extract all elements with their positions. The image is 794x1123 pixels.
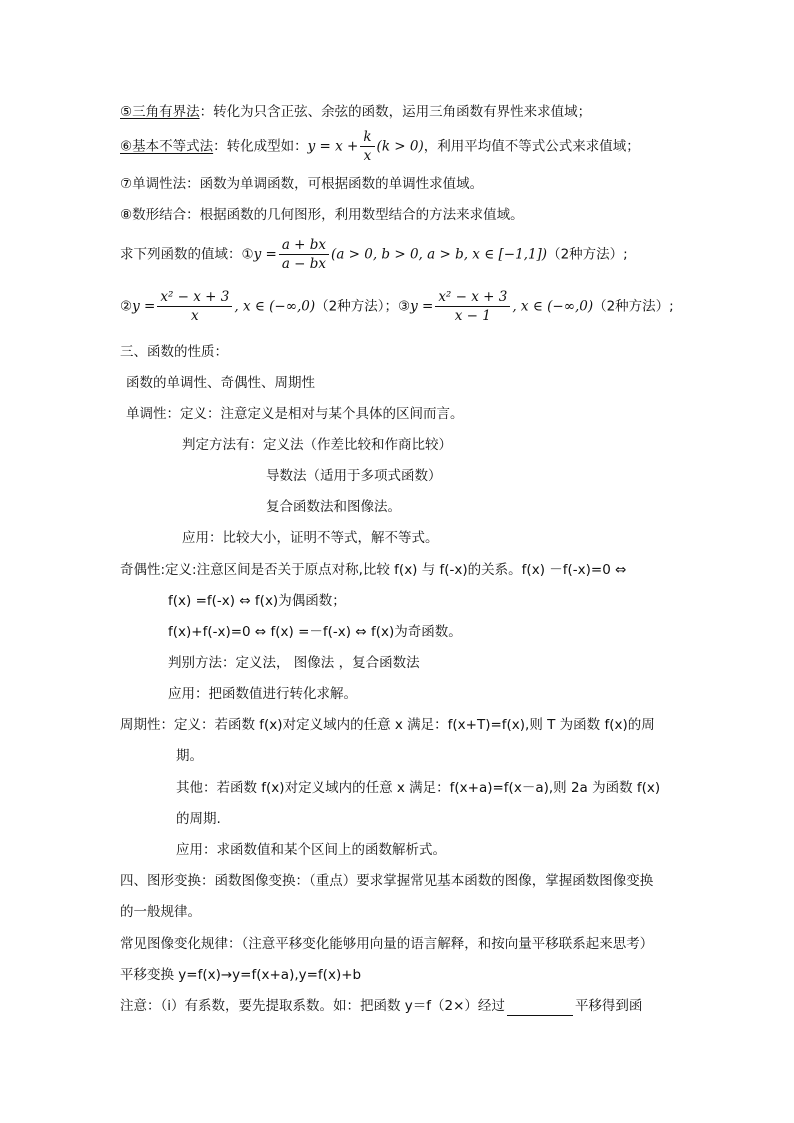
method-6-heading: ⑥基本不等式法 — [120, 138, 214, 155]
note-prefix: 注意：（ⅰ）有系数，要先提取系数。如：把函数 y＝f（2×）经过 — [120, 998, 505, 1014]
method-6-prefix: ：转化成型如： — [213, 138, 308, 155]
formula-domain: , x ∈ (−∞,0) — [234, 298, 316, 315]
parity-odd: f(x)+f(-x)=0 ⇔ f(x) =－f(-x) ⇔ f(x)为奇函数。 — [168, 624, 462, 640]
line-graphic-method: ⑧数形结合：根据函数的几何图形，利用数型结合的方法来求值域。 — [120, 207, 524, 223]
fraction-denominator: x — [191, 308, 199, 324]
formula-y-equals: y = — [132, 298, 156, 315]
fraction-numerator: k — [360, 128, 374, 147]
fraction-denominator: a − bx — [281, 256, 327, 272]
transform-rules: 常见图像变化规律：（注意平移变化能够用向量的语言解释，和按向量平移联系起来思考） — [120, 936, 654, 952]
note-line — [120, 996, 642, 1016]
method-5-text: ：转化为只含正弦、余弦的函数，运用三角函数有界性来求值域； — [199, 104, 592, 120]
periodicity-other-end: 的周期. — [176, 811, 221, 827]
exercise-prefix: 求下列函数的值域：① — [120, 246, 254, 263]
exercise-3-suffix: （2种方法）; — [593, 298, 674, 315]
monotonicity-application: 应用：比较大小，证明不等式，解不等式。 — [182, 530, 439, 546]
section-3-heading: 三、函数的性质： — [120, 344, 228, 360]
monotonicity-derivative: 导数法（适用于多项式函数） — [266, 468, 442, 484]
monotonicity-composite: 复合函数法和图像法。 — [266, 499, 401, 515]
line-exercise-2-3 — [120, 288, 674, 325]
formula-y-equals: y = — [253, 246, 277, 263]
fraction-exercise-3 — [435, 288, 510, 325]
fraction-denominator: x − 1 — [454, 308, 491, 324]
fraction-numerator: a + bx — [279, 236, 329, 255]
fill-in-blank — [507, 1001, 573, 1016]
exercise-2-marker: ② — [120, 298, 133, 315]
parity-definition: 奇偶性:定义:注意区间是否关于原点对称,比较 f(x) 与 f(-x)的关系。f(x) －f(-x)=0 ⇔ — [120, 562, 627, 578]
translation-transform: 平移变换 y=f(x)→y=f(x+a),y=f(x)+b — [120, 967, 362, 983]
note-suffix: 平移得到函 — [574, 998, 643, 1014]
periodicity-definition-end: 期。 — [176, 748, 203, 764]
section-4-heading-end: 的一般规律。 — [120, 904, 201, 920]
periodicity-definition: 周期性：定义：若函数 f(x)对定义域内的任意 x 满足：f(x+T)=f(x),则 T 为函数 f(x)的周 — [120, 717, 655, 733]
exercise-suffix: （2种方法）; — [547, 246, 628, 263]
fraction-numerator: x² − x + 3 — [435, 288, 510, 307]
monotonicity-definition: 单调性：定义：注意定义是相对与某个具体的区间而言。 — [126, 406, 464, 422]
parity-even: f(x) =f(-x) ⇔ f(x)为偶函数； — [168, 593, 346, 609]
monotonicity-judgment: 判定方法有：定义法（作差比较和作商比较） — [182, 437, 452, 453]
properties-subtitle: 函数的单调性、奇偶性、周期性 — [126, 375, 315, 391]
formula-condition: (a > 0, b > 0, a > b, x ∈ [−1,1]) — [331, 246, 548, 263]
periodicity-application: 应用：求函数值和某个区间上的函数解析式。 — [176, 842, 446, 858]
fraction-exercise-1 — [279, 236, 329, 273]
line-exercise-1 — [120, 236, 628, 273]
fraction-numerator: x² − x + 3 — [157, 288, 232, 307]
formula-y-equals: y = — [410, 298, 434, 315]
formula-condition: (k > 0) — [376, 138, 424, 155]
formula-domain: , x ∈ (−∞,0) — [512, 298, 594, 315]
method-5-heading: ⑤三角有界法 — [120, 104, 200, 120]
line-basic-inequality-method — [120, 128, 640, 165]
parity-judgment: 判别方法：定义法， 图像法 ，复合函数法 — [168, 655, 420, 671]
method-6-suffix: ，利用平均值不等式公式来求值域； — [423, 138, 640, 155]
line-triangle-bound-method — [120, 102, 591, 122]
section-4-heading: 四、图形变换：函数图像变换：（重点）要求掌握常见基本函数的图像，掌握函数图像变换 — [120, 873, 654, 889]
fraction-exercise-2 — [157, 288, 232, 325]
line-monotonic-method: ⑦单调性法：函数为单调函数，可根据函数的单调性求值域。 — [120, 176, 484, 192]
formula-y-equals: y = x + — [307, 138, 359, 155]
fraction-denominator: x — [363, 148, 372, 164]
exercise-2-suffix: （2种方法）；③ — [315, 298, 411, 315]
periodicity-other: 其他：若函数 f(x)对定义域内的任意 x 满足：f(x+a)=f(x－a),则 2a 为函数 f(x) — [176, 780, 661, 796]
parity-application: 应用：把函数值进行转化求解。 — [168, 686, 357, 702]
fraction-k-over-x — [360, 128, 374, 165]
